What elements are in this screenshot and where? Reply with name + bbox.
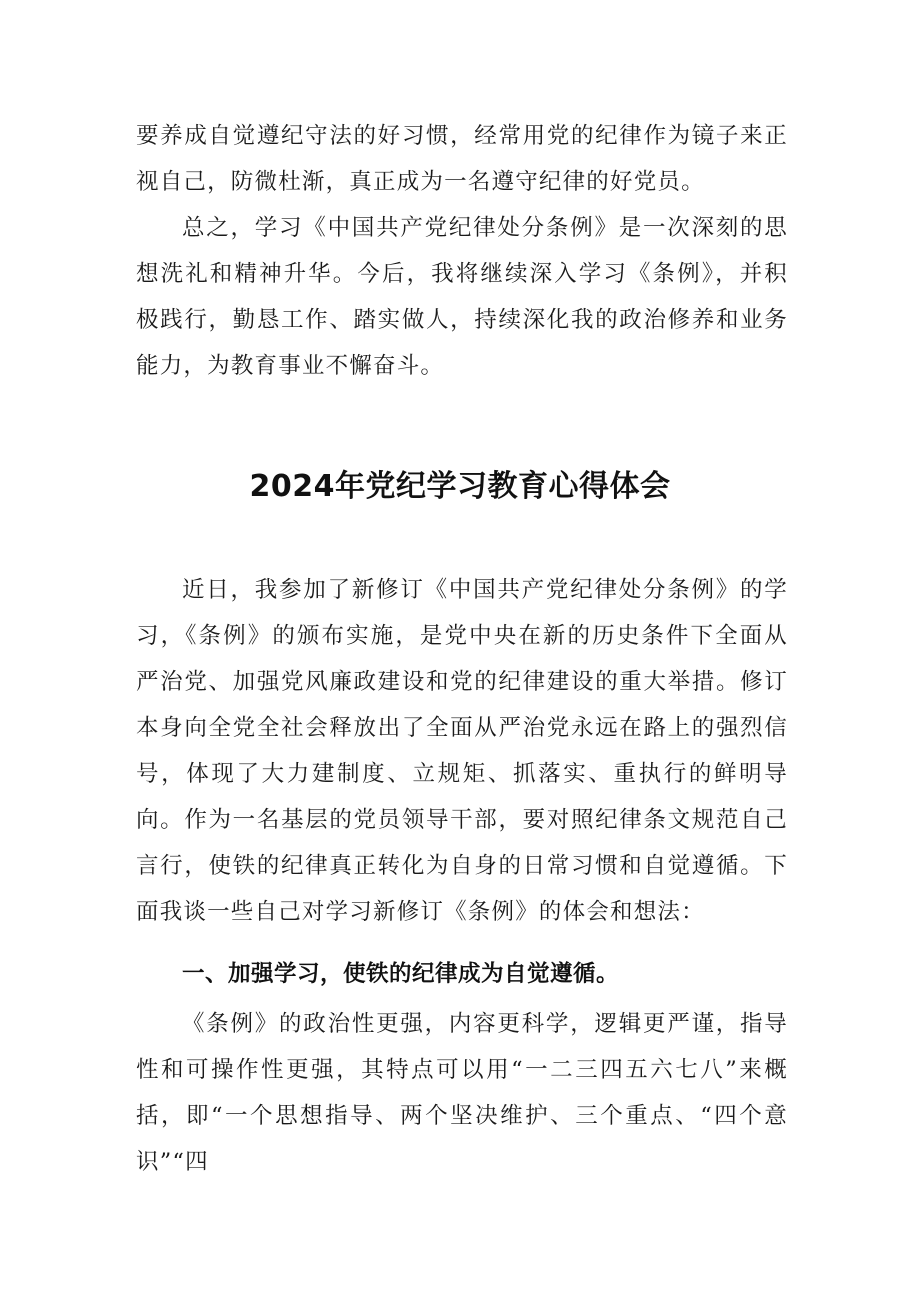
body-paragraph: 要养成自觉遵纪守法的好习惯，经常用党的纪律作为镜子来正视自己，防微杜渐，真正成为一名遵守纪律的好党员。 xyxy=(136,123,788,195)
section-heading: 一、加强学习，使铁的纪律成为自觉遵循。 xyxy=(182,961,620,987)
body-paragraph: 近日，我参加了新修订《中国共产党纪律处分条例》的学习，《条例》的颁布实施，是党中央在新的历史条件下全面从严治党、加强党风廉政建设和党的纪律建设的重大举措。修订本身向全党全社会释放出了全面从严治党永远在路上的强烈信号，体现了大力建制度、立规矩、抓落实、重执行的鲜明导向。作为一名基层的党员领导干部，要对照纪律条文规范自己言行，使铁的纪律真正转化为自身的日常习惯和自觉遵循。下面我谈一些自己对学习新修订《条例》的体会和想法： xyxy=(136,577,788,925)
body-paragraph: 《条例》的政治性更强，内容更科学，逻辑更严谨，指导性和可操作性更强，其特点可以用“一二三四五六七八”来概括，即“一个思想指导、两个坚决维护、三个重点、“四个意识”“四 xyxy=(136,1011,788,1175)
body-paragraph: 总之，学习《中国共产党纪律处分条例》是一次深刻的思想洗礼和精神升华。今后，我将继续深入学习《条例》，并积极践行，勤恳工作、踏实做人，持续深化我的政治修养和业务能力，为教育事业不懈奋斗。 xyxy=(136,215,788,379)
document-title: 2024年党纪学习教育心得体会 xyxy=(249,469,671,504)
